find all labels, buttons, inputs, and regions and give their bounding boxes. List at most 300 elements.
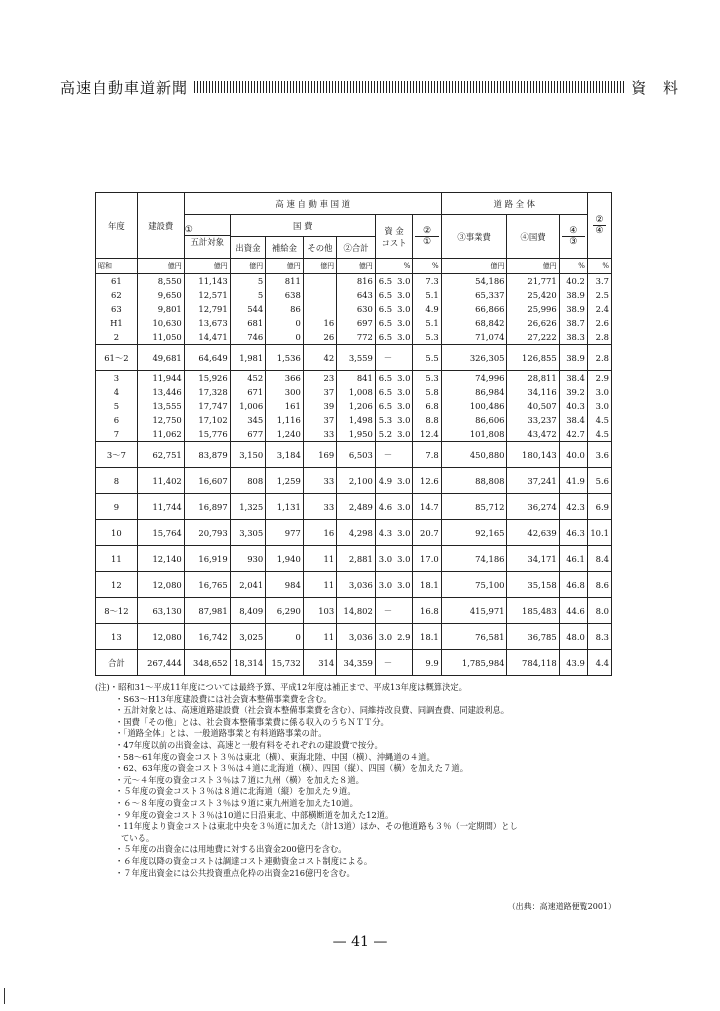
table-cell: 34,359	[337, 650, 376, 676]
table-cell: 11	[96, 546, 138, 572]
table-cell: 86	[266, 302, 304, 316]
table-cell: 16,607	[184, 468, 230, 494]
table-row	[96, 399, 612, 413]
table-cell: 3,184	[266, 442, 304, 468]
table-cell: 5	[230, 274, 266, 289]
table-cell: 61～2	[96, 345, 138, 371]
table-cell: 27,222	[507, 330, 559, 345]
unit-subsidy: 億円	[266, 259, 304, 274]
table-cell: 2.8	[587, 330, 611, 345]
table-cell: 3.0	[375, 546, 394, 572]
table-cell: 87,981	[184, 598, 230, 624]
unit-cap-a	[375, 259, 394, 274]
table-cell: 697	[337, 316, 376, 330]
table-cell: 86,984	[441, 385, 507, 399]
table-cell: 17.0	[413, 546, 441, 572]
table-cell: 86,606	[441, 413, 507, 427]
table-cell: 38.4	[559, 413, 587, 427]
table-cell: 11,402	[137, 468, 184, 494]
budget-table	[95, 192, 612, 676]
table-cell: 38.7	[559, 316, 587, 330]
table-cell: 1,131	[266, 494, 304, 520]
table-cell: 36,274	[507, 494, 559, 520]
table-cell: 643	[337, 288, 376, 302]
table-cell: H1	[96, 316, 138, 330]
table-cell: 681	[230, 316, 266, 330]
table-cell: 3,025	[230, 624, 266, 650]
table-cell: 1,006	[230, 399, 266, 413]
table-cell: 452	[230, 371, 266, 386]
table-cell: 3.0	[394, 427, 413, 442]
table-cell: 34,116	[507, 385, 559, 399]
table-cell: 20,793	[184, 520, 230, 546]
table-cell: 33,237	[507, 413, 559, 427]
table-cell: 26	[303, 330, 336, 345]
table-cell: 2.4	[587, 302, 611, 316]
table-cell: 4	[96, 385, 138, 399]
table-cell: 43,472	[507, 427, 559, 442]
table-row	[96, 274, 612, 289]
table-row	[96, 598, 612, 624]
table-cell: 11,143	[184, 274, 230, 289]
table-cell: 15,776	[184, 427, 230, 442]
note-line: ・11年度より資金コストは東北中央を３％道に加えた（計13道）ほか、その他道路も３％（一定期間）とし	[115, 821, 518, 832]
table-cell: 46.8	[559, 572, 587, 598]
table-cell: 4,298	[337, 520, 376, 546]
table-cell: 16	[303, 316, 336, 330]
table-cell: 772	[337, 330, 376, 345]
scan-edge-mark	[4, 988, 5, 1004]
table-cell: 44.6	[559, 598, 587, 624]
group-road-total: 道 路 全 体	[441, 193, 587, 215]
table-cell: 21,771	[507, 274, 559, 289]
table-row	[96, 624, 612, 650]
table-row	[96, 345, 612, 371]
table-cell: 74,186	[441, 546, 507, 572]
table-cell: 671	[230, 385, 266, 399]
table-cell: 8.0	[587, 598, 611, 624]
note-line: ・９年度の資金コスト３％は10道に日沿東北、中部横断道を加えた12道。	[115, 809, 394, 820]
unit-c1: 億円	[184, 259, 230, 274]
unit-construction: 億円	[137, 259, 184, 274]
table-cell: 63,130	[137, 598, 184, 624]
table-cell: 1,008	[337, 385, 376, 399]
note-line: ・元～４年度の資金コスト３％は７道に九州（横）を加えた８道。	[115, 774, 364, 785]
col-business: ③事業費	[441, 215, 507, 259]
col-construction: 建設費	[137, 193, 184, 259]
table-row	[96, 572, 612, 598]
table-cell: 25,996	[507, 302, 559, 316]
table-row	[96, 288, 612, 302]
table-cell: 54,186	[441, 274, 507, 289]
table-cell: 3.0	[394, 288, 413, 302]
col-capital-cost	[375, 215, 413, 259]
table-cell: 14.7	[413, 494, 441, 520]
table-cell: 37,241	[507, 468, 559, 494]
publication-title: 高速自動車道新聞	[60, 78, 189, 97]
table-cell: 71,074	[441, 330, 507, 345]
table-row	[96, 427, 612, 442]
table-cell	[394, 598, 413, 624]
note-line: ・62、63年度の資金コスト３％は４道に北海道（横）、四国（縦）、四国（横）を加えた７道。	[115, 763, 468, 774]
table-cell: 9,650	[137, 288, 184, 302]
table-cell: 1,981	[230, 345, 266, 371]
table-row	[96, 494, 612, 520]
table-cell	[394, 442, 413, 468]
table-cell: 1,206	[337, 399, 376, 413]
table-cell	[303, 302, 336, 316]
col-ratio-43	[559, 215, 587, 259]
unit-r24: %	[587, 259, 611, 274]
table-cell: 5.8	[413, 385, 441, 399]
col-year: 年度	[96, 193, 138, 259]
table-cell: 841	[337, 371, 376, 386]
table-cell: 43.9	[559, 650, 587, 676]
table-cell: 18.1	[413, 572, 441, 598]
table-cell: 合計	[96, 650, 138, 676]
table-cell: 326,305	[441, 345, 507, 371]
table-cell: 3.0	[375, 624, 394, 650]
table-cell: 4.9	[413, 302, 441, 316]
table-cell: 10.1	[587, 520, 611, 546]
table-cell: 42.3	[559, 494, 587, 520]
table-cell: 185,483	[507, 598, 559, 624]
ratio-21-numerator: ②	[423, 226, 432, 236]
note-line: ・58～61年度の資金コスト３％は東北（横）、東海北陸、中国（横）、沖縄道の４道。	[115, 751, 435, 762]
table-cell: 3.0	[394, 316, 413, 330]
table-cell: 36,785	[507, 624, 559, 650]
table-cell: 984	[266, 572, 304, 598]
table-cell: 17,328	[184, 385, 230, 399]
unit-year: 昭和	[96, 259, 138, 274]
note-line: ・「道路全体」とは、一般道路事業と有料道路事業の計。	[115, 728, 327, 739]
table-cell: 11,744	[137, 494, 184, 520]
ratio-24-denominator: ④	[593, 225, 606, 236]
table-cell: 33	[303, 427, 336, 442]
col-other: その他	[303, 237, 336, 259]
table-cell: 3.7	[587, 274, 611, 289]
table-cell: 3.0	[394, 413, 413, 427]
unit-total: 億円	[337, 259, 376, 274]
table-cell: 64,649	[184, 345, 230, 371]
table-cell: 41.9	[559, 468, 587, 494]
table-cell: 38.9	[559, 288, 587, 302]
table-cell: 6.5	[375, 288, 394, 302]
page-number: — 41 —	[332, 934, 388, 950]
table-cell: 169	[303, 442, 336, 468]
note-line: ・五計対象とは、高速道路建設費（社会資本整備事業費を含む）、同維持改良費、同調査費、同建設利息。	[115, 705, 510, 716]
table-cell: 14,802	[337, 598, 376, 624]
table-cell: 300	[266, 385, 304, 399]
table-cell: 38.9	[559, 345, 587, 371]
table-cell: 1,940	[266, 546, 304, 572]
table-cell: 4.4	[587, 650, 611, 676]
table-cell: 11,062	[137, 427, 184, 442]
note-line: ・47年度以前の出資金は、高速と一般有料をそれぞれの建設費で按分。	[115, 739, 383, 750]
table-row	[96, 520, 612, 546]
table-cell: 3.0	[394, 399, 413, 413]
unit-r21: %	[413, 259, 441, 274]
table-cell	[394, 650, 413, 676]
table-cell: 8.6	[587, 572, 611, 598]
table-cell: 1,536	[266, 345, 304, 371]
table-cell: 8	[96, 468, 138, 494]
table-cell: 11	[303, 572, 336, 598]
table-cell: 13,555	[137, 399, 184, 413]
table-cell: 68,842	[441, 316, 507, 330]
table-cell: 40.3	[559, 399, 587, 413]
table-cell: 8.8	[413, 413, 441, 427]
table-cell: 9	[96, 494, 138, 520]
table-cell: 28,811	[507, 371, 559, 386]
table-cell: 38.4	[559, 371, 587, 386]
table-cell: 34,171	[507, 546, 559, 572]
table-cell: 7.3	[413, 274, 441, 289]
unit-invest: 億円	[230, 259, 266, 274]
table-cell: 9.9	[413, 650, 441, 676]
table-cell: 3.0	[394, 520, 413, 546]
table-cell: 314	[303, 650, 336, 676]
table-cell: 1,259	[266, 468, 304, 494]
table-cell: 16,919	[184, 546, 230, 572]
table-cell: 3.0	[587, 399, 611, 413]
table-row	[96, 385, 612, 399]
table-cell: 3.0	[394, 330, 413, 345]
table-cell: 348,652	[184, 650, 230, 676]
page-header	[60, 76, 684, 98]
table-cell: 12,080	[137, 624, 184, 650]
note-line: ている。	[121, 832, 155, 843]
table-cell: 12,080	[137, 572, 184, 598]
col-total: ②合計	[337, 237, 376, 259]
ratio-21-denominator: ①	[415, 236, 438, 247]
unit-business: 億円	[441, 259, 507, 274]
table-cell: 100,486	[441, 399, 507, 413]
table-cell: 20.7	[413, 520, 441, 546]
section-label: 資 料	[631, 78, 684, 97]
table-cell: 6,290	[266, 598, 304, 624]
table-cell: 5.3	[413, 371, 441, 386]
table-cell: 2,881	[337, 546, 376, 572]
table-cell: 0	[266, 330, 304, 345]
table-cell: 8～12	[96, 598, 138, 624]
table-cell: 977	[266, 520, 304, 546]
table-cell: 6	[96, 413, 138, 427]
source-citation: （出典：高速道路便覧2001）	[507, 902, 616, 911]
table-cell: 17,747	[184, 399, 230, 413]
table-cell: 92,165	[441, 520, 507, 546]
table-cell: 7.8	[413, 442, 441, 468]
table-cell	[394, 345, 413, 371]
table-cell: 4.5	[587, 427, 611, 442]
table-cell: 3.0	[394, 302, 413, 316]
table-cell: 13,673	[184, 316, 230, 330]
table-cell: －	[375, 442, 394, 468]
table-cell: 76,581	[441, 624, 507, 650]
table-cell: 3.0	[394, 468, 413, 494]
table-cell: 808	[230, 468, 266, 494]
table-cell: 16,765	[184, 572, 230, 598]
table-cell: 39	[303, 399, 336, 413]
table-cell: 46.1	[559, 546, 587, 572]
table-cell: 17,102	[184, 413, 230, 427]
table-cell: 4.9	[375, 468, 394, 494]
table-cell: 12,750	[137, 413, 184, 427]
unit-natexp: 億円	[507, 259, 559, 274]
c1-marker: ①	[185, 225, 230, 236]
table-cell: 61	[96, 274, 138, 289]
table-cell: 88,808	[441, 468, 507, 494]
table-cell: 544	[230, 302, 266, 316]
table-cell: 630	[337, 302, 376, 316]
table-cell: 12.6	[413, 468, 441, 494]
table-row	[96, 442, 612, 468]
table-cell: 415,971	[441, 598, 507, 624]
table-cell: 12,791	[184, 302, 230, 316]
header-rule	[194, 81, 625, 93]
table-cell: 15,926	[184, 371, 230, 386]
col-c1	[184, 215, 230, 259]
table-cell: 40.2	[559, 274, 587, 289]
table-cell: 12	[96, 572, 138, 598]
table-cell: 3.0	[587, 385, 611, 399]
table-cell: 3.6	[587, 442, 611, 468]
table-cell: 37	[303, 385, 336, 399]
units-row	[96, 259, 612, 274]
table-cell: 450,880	[441, 442, 507, 468]
table-cell: 35,158	[507, 572, 559, 598]
table-cell: 2,489	[337, 494, 376, 520]
table-cell: －	[375, 650, 394, 676]
table-cell: 6.8	[413, 399, 441, 413]
table-cell: 3.0	[394, 494, 413, 520]
table-cell: 16.8	[413, 598, 441, 624]
table-cell: 1,325	[230, 494, 266, 520]
table-cell: 83,879	[184, 442, 230, 468]
table-cell: 3,036	[337, 572, 376, 598]
table-cell: 10,630	[137, 316, 184, 330]
table-cell: 5.1	[413, 288, 441, 302]
table-cell: 4.5	[587, 413, 611, 427]
table-cell: 8,550	[137, 274, 184, 289]
table-cell: 5.3	[375, 413, 394, 427]
table-cell: 6,503	[337, 442, 376, 468]
note-line: ・国費「その他」とは、社会資本整備事業費に係る収入のうちＮＴＴ分。	[115, 716, 389, 727]
table-cell: 7	[96, 427, 138, 442]
table-row	[96, 468, 612, 494]
note-line: ・７年度出資金には公共投資重点化枠の出資金216億円を含む。	[115, 867, 355, 878]
table-cell: 8,409	[230, 598, 266, 624]
table-cell: 9,801	[137, 302, 184, 316]
table-cell: 180,143	[507, 442, 559, 468]
note-line: ・５年度の出資金には用地費に対する出資金200億円を含む。	[115, 844, 347, 855]
table-cell: 8.4	[587, 546, 611, 572]
col-ratio-24	[587, 193, 611, 259]
table-cell: 42	[303, 345, 336, 371]
table-cell: 3～7	[96, 442, 138, 468]
table-cell: 2,100	[337, 468, 376, 494]
table-cell: 40.0	[559, 442, 587, 468]
table-cell: 65,337	[441, 288, 507, 302]
table-row	[96, 413, 612, 427]
table-cell: 18,314	[230, 650, 266, 676]
table-cell: 10	[96, 520, 138, 546]
table-cell: 1,240	[266, 427, 304, 442]
table-row	[96, 302, 612, 316]
table-cell: 6.5	[375, 371, 394, 386]
table-cell: 4.6	[375, 494, 394, 520]
table-cell: 33	[303, 494, 336, 520]
unit-r43: %	[559, 259, 587, 274]
table-cell: 3,305	[230, 520, 266, 546]
table-cell: 3.0	[394, 274, 413, 289]
table-cell: 126,855	[507, 345, 559, 371]
table-cell: 26,626	[507, 316, 559, 330]
table-cell: 37	[303, 413, 336, 427]
table-cell: 4.3	[375, 520, 394, 546]
table-cell: 33	[303, 468, 336, 494]
note-line: ・S63～H13年度建設費には社会資本整備事業費を含む。	[115, 693, 332, 704]
ratio-43-denominator: ③	[562, 236, 585, 247]
table-cell: 3.0	[394, 385, 413, 399]
table-row	[96, 371, 612, 386]
table-cell: 13	[96, 624, 138, 650]
table-cell: 16	[303, 520, 336, 546]
table-cell: 366	[266, 371, 304, 386]
ratio-43-numerator: ④	[569, 226, 578, 236]
table-cell: 18.1	[413, 624, 441, 650]
table-cell: 3.0	[394, 371, 413, 386]
table-cell: －	[375, 345, 394, 371]
table-cell: 3.0	[394, 546, 413, 572]
table-row	[96, 316, 612, 330]
table-cell: 816	[337, 274, 376, 289]
unit-cap: %	[394, 259, 413, 274]
table-cell: 0	[266, 316, 304, 330]
notes	[95, 682, 635, 879]
table-row	[96, 330, 612, 345]
table-cell: 14,471	[184, 330, 230, 345]
capital-label-bottom: コスト	[381, 237, 407, 248]
table-cell: 3,036	[337, 624, 376, 650]
table-cell: 2.6	[587, 316, 611, 330]
table-cell: 3.0	[394, 572, 413, 598]
table-cell: 6.5	[375, 316, 394, 330]
table-cell: 2	[96, 330, 138, 345]
table-cell: 6.5	[375, 385, 394, 399]
table-cell: 75,100	[441, 572, 507, 598]
table-cell: 267,444	[137, 650, 184, 676]
capital-label-top: 資 金	[384, 225, 404, 236]
col-ratio-21	[413, 215, 441, 259]
table-cell: 46.3	[559, 520, 587, 546]
table-cell: 930	[230, 546, 266, 572]
table-cell: 5.3	[413, 330, 441, 345]
table-cell: 40,507	[507, 399, 559, 413]
col-invest: 出資金	[230, 237, 266, 259]
table-cell: 2,041	[230, 572, 266, 598]
table-cell: 15,764	[137, 520, 184, 546]
table-cell: 8.3	[587, 624, 611, 650]
table-cell: 11,050	[137, 330, 184, 345]
table-cell: 784,118	[507, 650, 559, 676]
table-cell: 2.5	[587, 288, 611, 302]
table-cell: 2.9	[394, 624, 413, 650]
table-cell: 1,785,984	[441, 650, 507, 676]
table-cell: 345	[230, 413, 266, 427]
table-cell: 1,950	[337, 427, 376, 442]
table-cell: 6.5	[375, 274, 394, 289]
